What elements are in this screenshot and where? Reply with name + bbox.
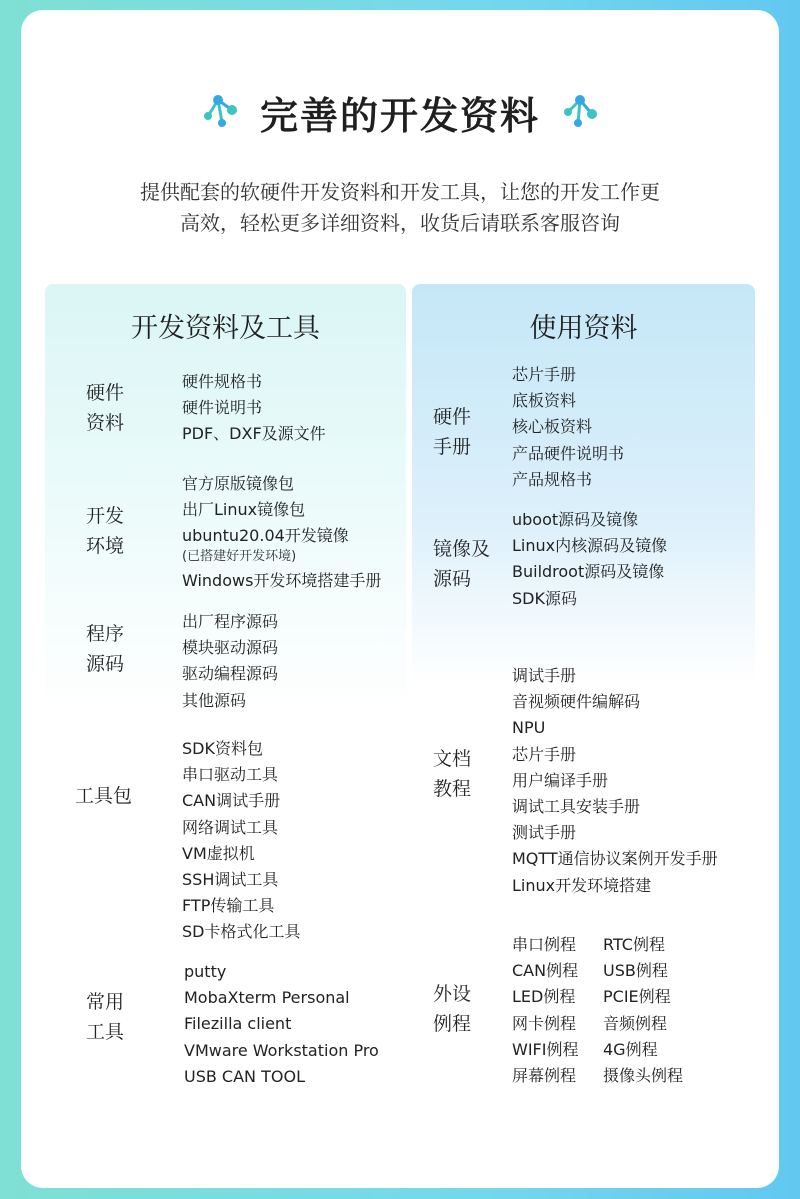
category-label: 程序 [86, 623, 125, 645]
category-label: 文档 [433, 748, 472, 770]
category-peripherals [433, 979, 471, 1039]
category-label: 镜像及 [433, 538, 491, 560]
hardware-list [182, 369, 326, 448]
category-label: 外设 [433, 983, 472, 1005]
category-label: 环境 [86, 535, 125, 557]
docs-list [512, 663, 718, 899]
panel-title: 使用资料 [529, 313, 638, 344]
category-label: 手册 [433, 436, 472, 458]
list-item: 官方原版镜像包 [182, 474, 295, 493]
list-item: uboot源码及镜像 [512, 510, 639, 529]
list-item: 串口驱动工具 [182, 765, 279, 785]
source-list [182, 609, 278, 714]
list-item: USB CAN TOOL [184, 1066, 305, 1086]
list-item: 出厂程序源码 [182, 612, 279, 631]
category-source [86, 619, 124, 679]
list-item: 测试手册 [512, 823, 577, 843]
list-item: USB例程 [603, 961, 668, 981]
list-item: 出厂Linux镜像包 [182, 500, 306, 520]
category-hw-manual [433, 402, 471, 462]
list-item: SDK源码 [512, 588, 577, 608]
list-item: Filezilla client [184, 1014, 292, 1034]
category-label: 工具包 [75, 785, 133, 807]
category-label: 例程 [433, 1013, 472, 1035]
hw-manual-list [512, 362, 624, 493]
category-label: 硬件 [433, 406, 472, 428]
list-item: 芯片手册 [512, 365, 577, 384]
list-item: Buildroot源码及镜像 [512, 562, 665, 582]
toolkit-list [182, 736, 300, 946]
list-item: Windows开发环境搭建手册 [182, 570, 382, 590]
list-item: 核心板资料 [512, 417, 593, 437]
category-label: 常用 [86, 991, 125, 1013]
list-item: 4G例程 [603, 1039, 658, 1059]
category-common-tools [86, 987, 124, 1047]
category-label: 教程 [433, 778, 472, 800]
list-item: 其他源码 [182, 690, 247, 710]
category-label: 源码 [86, 653, 125, 675]
title-row [0, 82, 800, 142]
category-label: 源码 [433, 568, 472, 590]
list-item: 串口例程 [512, 935, 577, 954]
list-item: PCIE例程 [603, 987, 671, 1007]
list-item: 调试工具安装手册 [512, 796, 641, 816]
list-item: 芯片手册 [512, 744, 577, 764]
list-item: 音视频硬件编解码 [512, 692, 641, 712]
network-nodes-icon [558, 90, 602, 134]
panel-title: 开发资料及工具 [131, 313, 320, 344]
list-item: CAN例程 [512, 961, 579, 981]
list-item: RTC例程 [603, 935, 665, 954]
list-item: VM虚拟机 [182, 843, 255, 863]
list-item: putty [184, 962, 227, 981]
list-item: 网络调试工具 [182, 817, 279, 837]
list-item: MobaXterm Personal [184, 988, 350, 1008]
list-item: 驱动编程源码 [182, 664, 279, 684]
list-item: CAN调试手册 [182, 791, 281, 811]
list-item: 底板资料 [512, 391, 577, 411]
category-hardware [86, 378, 124, 438]
list-item: 用户编译手册 [512, 770, 609, 790]
dev-materials-panel [45, 284, 406, 1164]
list-item: PDF、DXF及源文件 [182, 424, 326, 444]
peripherals-col-1 [512, 932, 578, 1089]
list-item: 音频例程 [603, 1013, 668, 1033]
subtitle-line-2: 高效，轻松更多详细资料，收货后请联系客服咨询 [180, 211, 620, 235]
list-item-note: (已搭建好开发环境) [182, 548, 297, 564]
category-label: 工具 [86, 1021, 125, 1043]
list-item: 模块驱动源码 [182, 638, 279, 658]
list-item: 硬件说明书 [182, 398, 263, 418]
category-dev-env [86, 501, 124, 561]
list-item: 产品硬件说明书 [512, 443, 625, 463]
category-docs [433, 744, 471, 804]
list-item: SSH调试工具 [182, 869, 279, 889]
category-label: 资料 [86, 412, 125, 434]
category-image-source [433, 534, 490, 594]
usage-materials-panel [412, 284, 755, 1164]
subtitle-line-1: 提供配套的软硬件开发资料和开发工具，让您的开发工作更 [140, 180, 660, 204]
list-item: VMware Workstation Pro [184, 1040, 379, 1060]
category-toolkit [75, 781, 132, 811]
list-item: 产品规格书 [512, 469, 593, 489]
image-source-list [512, 507, 667, 612]
dev-env-list [182, 471, 381, 594]
peripherals-col-2 [603, 932, 683, 1089]
network-nodes-icon [198, 90, 242, 134]
list-item: 网卡例程 [512, 1013, 577, 1033]
list-item: LED例程 [512, 987, 576, 1007]
list-item: Linux开发环境搭建 [512, 875, 652, 895]
list-item: 调试手册 [512, 666, 577, 685]
list-item: FTP传输工具 [182, 896, 275, 916]
category-label: 硬件 [86, 382, 125, 404]
list-item: SDK资料包 [182, 739, 263, 758]
category-label: 开发 [86, 505, 125, 527]
list-item: Linux内核源码及镜像 [512, 536, 668, 556]
peripherals-grid [512, 932, 742, 1092]
common-tools-list [184, 959, 379, 1090]
list-item: NPU [512, 718, 546, 738]
list-item: 摄像头例程 [603, 1065, 684, 1085]
list-item: SD卡格式化工具 [182, 922, 301, 942]
page-title: 完善的开发资料 [259, 93, 540, 138]
list-item: WIFI例程 [512, 1039, 579, 1059]
list-item: MQTT通信协议案例开发手册 [512, 849, 718, 869]
list-item: ubuntu20.04开发镜像 [182, 526, 349, 546]
list-item: 屏幕例程 [512, 1065, 577, 1085]
list-item: 硬件规格书 [182, 372, 263, 391]
